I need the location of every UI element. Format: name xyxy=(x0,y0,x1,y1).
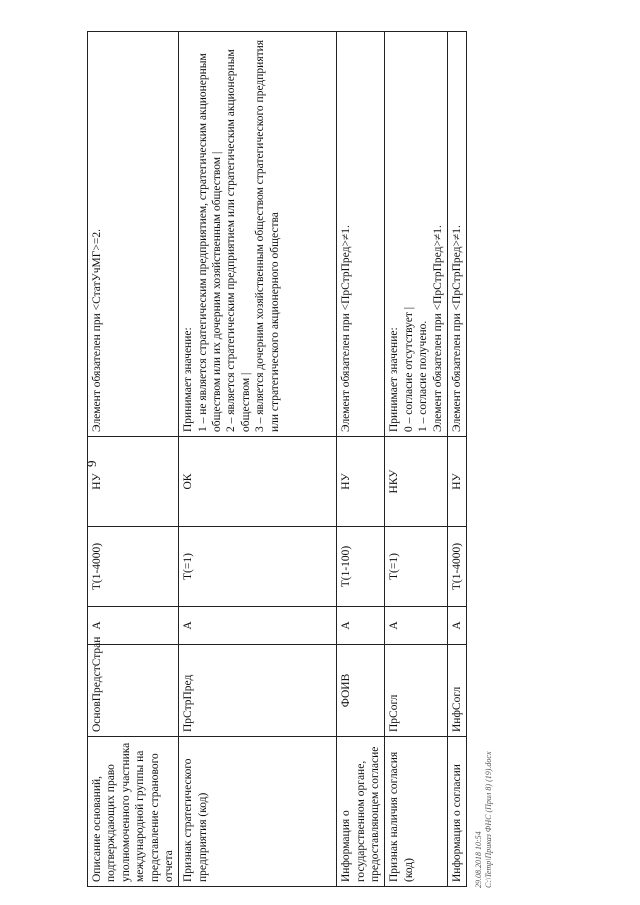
element-tag-cell: ПрСогл xyxy=(385,645,448,737)
note-line: 3 – является дочерним хозяйственным обществом стратегического предприятия или стратегического акционерного общества xyxy=(254,39,281,432)
table-row xyxy=(337,32,385,887)
element-type-cell: А xyxy=(447,607,466,645)
note-line: Принимает значение: xyxy=(182,327,195,432)
element-format-cell: T(1-4000) xyxy=(447,527,466,607)
element-presence-cell: НУ xyxy=(88,437,179,527)
element-type-cell: А xyxy=(385,607,448,645)
element-format-cell: T(1-100) xyxy=(337,527,385,607)
page-number: 9 xyxy=(84,460,99,467)
element-notes-cell xyxy=(337,32,385,437)
table-row xyxy=(385,32,448,887)
file-stamp xyxy=(474,752,493,889)
element-type-cell: А xyxy=(337,607,385,645)
element-name-cell: Информация о государственном органе, предоставляющем согласие xyxy=(337,737,385,887)
note-line: 0 – согласие отсутствует | xyxy=(402,306,415,432)
note-line: Элемент обязателен при <СтатУчМГ>=2. xyxy=(91,228,103,432)
rotated-page xyxy=(82,22,640,902)
note-line: 1 – согласие получено. xyxy=(417,320,430,432)
element-format-cell: T(=1) xyxy=(385,527,448,607)
element-notes-cell xyxy=(447,32,466,437)
note-line: 2 – является стратегическим предприятием или стратегическим акционерным обществом | xyxy=(225,49,252,432)
element-notes-cell xyxy=(88,32,179,437)
element-notes-cell xyxy=(179,32,337,437)
note-line: Принимает значение: xyxy=(388,327,401,432)
element-format-cell: T(=1) xyxy=(179,527,337,607)
element-name-cell: Признак стратегического предприятия (код) xyxy=(179,737,337,887)
element-presence-cell: ОК xyxy=(179,437,337,527)
note-line: 1 – не является стратегическим предприятием, стратегическим акционерным обществом или их дочерним хозяйственным обществом | xyxy=(196,53,223,432)
element-presence-cell: НУ xyxy=(447,437,466,527)
element-format-cell: T(1-4000) xyxy=(88,527,179,607)
element-presence-cell: НКУ xyxy=(385,437,448,527)
note-line: Элемент обязателен при <ПрСтрПред>≠1. xyxy=(431,225,444,432)
stamp-path: С:\Temp\Приказ ФНС (Прил 8) (19).docx xyxy=(483,751,493,888)
table-row xyxy=(447,32,466,887)
element-tag-cell: ОсновПредстСтран xyxy=(88,645,179,737)
element-type-cell: А xyxy=(179,607,337,645)
element-tag-cell: ИнфСогл xyxy=(447,645,466,737)
element-presence-cell: НУ xyxy=(337,437,385,527)
stamp-date: 29.08.2018 10:54 xyxy=(474,831,483,888)
element-tag-cell: ФОИВ xyxy=(337,645,385,737)
element-name-cell: Признак наличия согласия (код) xyxy=(385,737,448,887)
element-name-cell: Информация о согласии xyxy=(447,737,466,887)
table-row xyxy=(88,32,179,887)
format-table xyxy=(87,31,467,887)
element-type-cell: А xyxy=(88,607,179,645)
element-name-cell: Описание оснований, подтверждающих право уполномоченного участника международной группы на представление странового отчета xyxy=(88,737,179,887)
element-tag-cell: ПрСтрПред xyxy=(179,645,337,737)
element-notes-cell xyxy=(385,32,448,437)
note-line: Элемент обязателен при <ПрСтрПред>≠1. xyxy=(450,225,463,432)
table-row xyxy=(179,32,337,887)
note-line: Элемент обязателен при <ПрСтрПред>≠1. xyxy=(340,225,353,432)
